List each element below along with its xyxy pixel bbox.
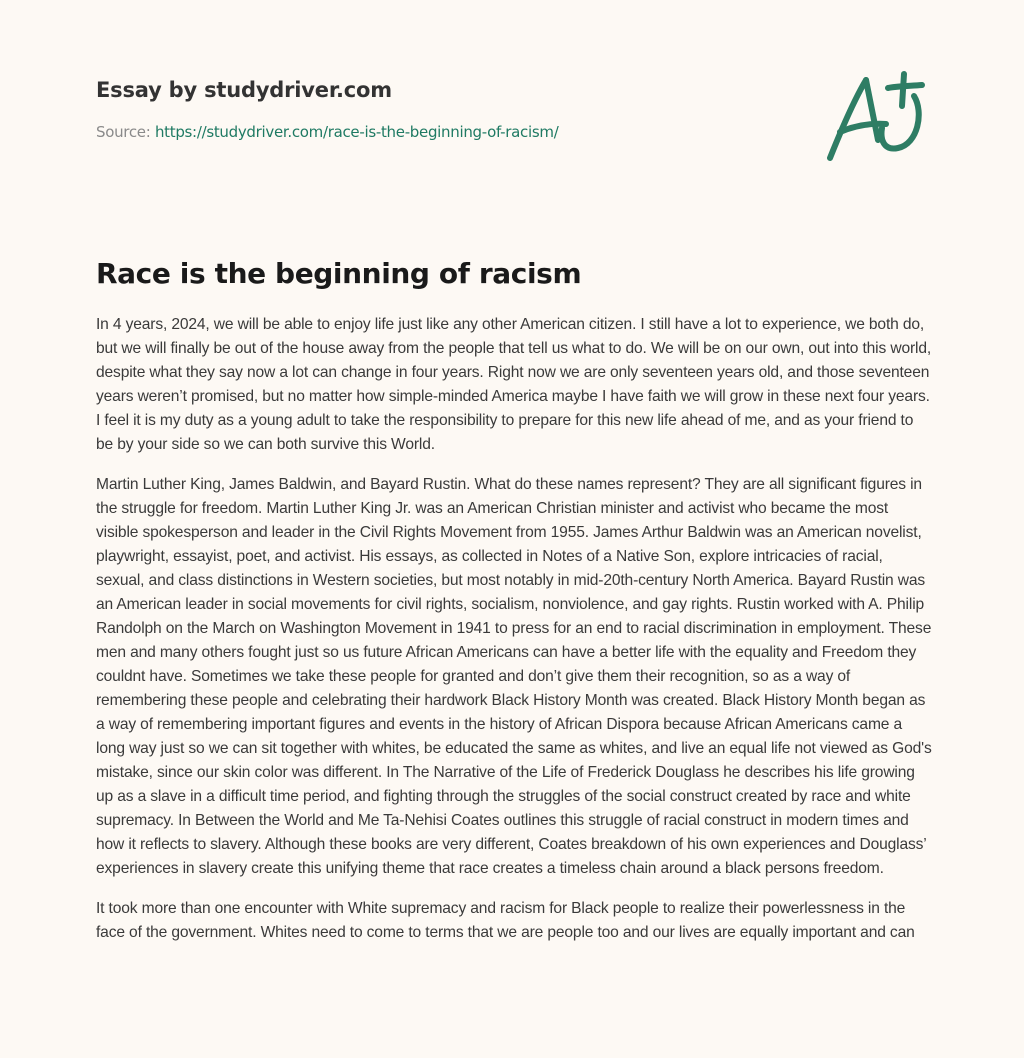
a-plus-grade-icon (818, 66, 928, 166)
source-link[interactable]: https://studydriver.com/race-is-the-beginning-of-racism/ (154, 123, 559, 141)
page-header (96, 76, 796, 142)
paragraph: Martin Luther King, James Baldwin, and Bayard Rustin. What do these names represent? They are all significant figures in the struggle for freedom. Martin Luther King Jr. was an American Christian minister and activist who became the most visible spokesperson and leader in the Civil Rights Movement from 1955. James Arthur Baldwin was an American novelist, playwright, essayist, poet, and activist. His essays, as collected in Notes of a Native Son, explore intricacies of racial, sexual, and class distinctions in Western societies, but most notably in mid-20th-century North America. Bayard Rustin was an American leader in social movements for civil rights, socialism, nonviolence, and gay rights. Rustin worked with A. Philip Randolph on the March on Washington Movement in 1941 to press for an end to racial discrimination in employment. These men and many others fought just so us future African Americans can have a better life with the equality and Freedom they couldnt have. Sometimes we take these people for granted and don’t give them their recognition, so as a way of remembering these people and celebrating their hardwork Black History Month was created. Black History Month began as a way of remembering important figures and events in the history of African Dispora because African Americans came a long way just so we can sit together with whites, be educated the same as whites, and live an equal life not viewed as God's mistake, since our skin color was different. In The Narrative of the Life of Frederick Douglass he describes his life growing up as a slave in a difficult time period, and fighting through the struggles of the social construct created by race and white supremacy. In Between the World and Me Ta-Nehisi Coates outlines this struggle of racial construct in modern times and how it reflects to slavery. Although these books are very different, Coates breakdown of his own experiences and Douglass’ experiences in slavery create this unifying theme that race creates a timeless chain around a black persons freedom. (96, 476, 932, 877)
paragraph: In 4 years, 2024, we will be able to enjoy life just like any other American citizen. I still have a lot to experience, we both do, but we will finally be out of the house away from the people that tell us what to do. We will be on our own, out into this world, despite what they say now a lot can change in four years. Right now we are only seventeen years old, and those seventeen years weren’t promised, but no matter how simple-minded America maybe I have faith we will grow in these next four years. I feel it is my duty as a young adult to take the responsibility to prepare for this new life ahead of me, and as your friend to be by your side so we can both survive this World. (96, 316, 932, 453)
source-line (96, 122, 796, 142)
paragraph: It took more than one encounter with White supremacy and racism for Black people to realize their powerlessness in the face of the government. Whites need to come to terms that we are people too and our lives are equally important and can (96, 900, 915, 941)
article-body (96, 313, 932, 961)
page-title: Race is the beginning of racism (96, 257, 582, 290)
site-title: Essay by studydriver.com (96, 78, 392, 102)
source-label: Source: (96, 123, 155, 141)
